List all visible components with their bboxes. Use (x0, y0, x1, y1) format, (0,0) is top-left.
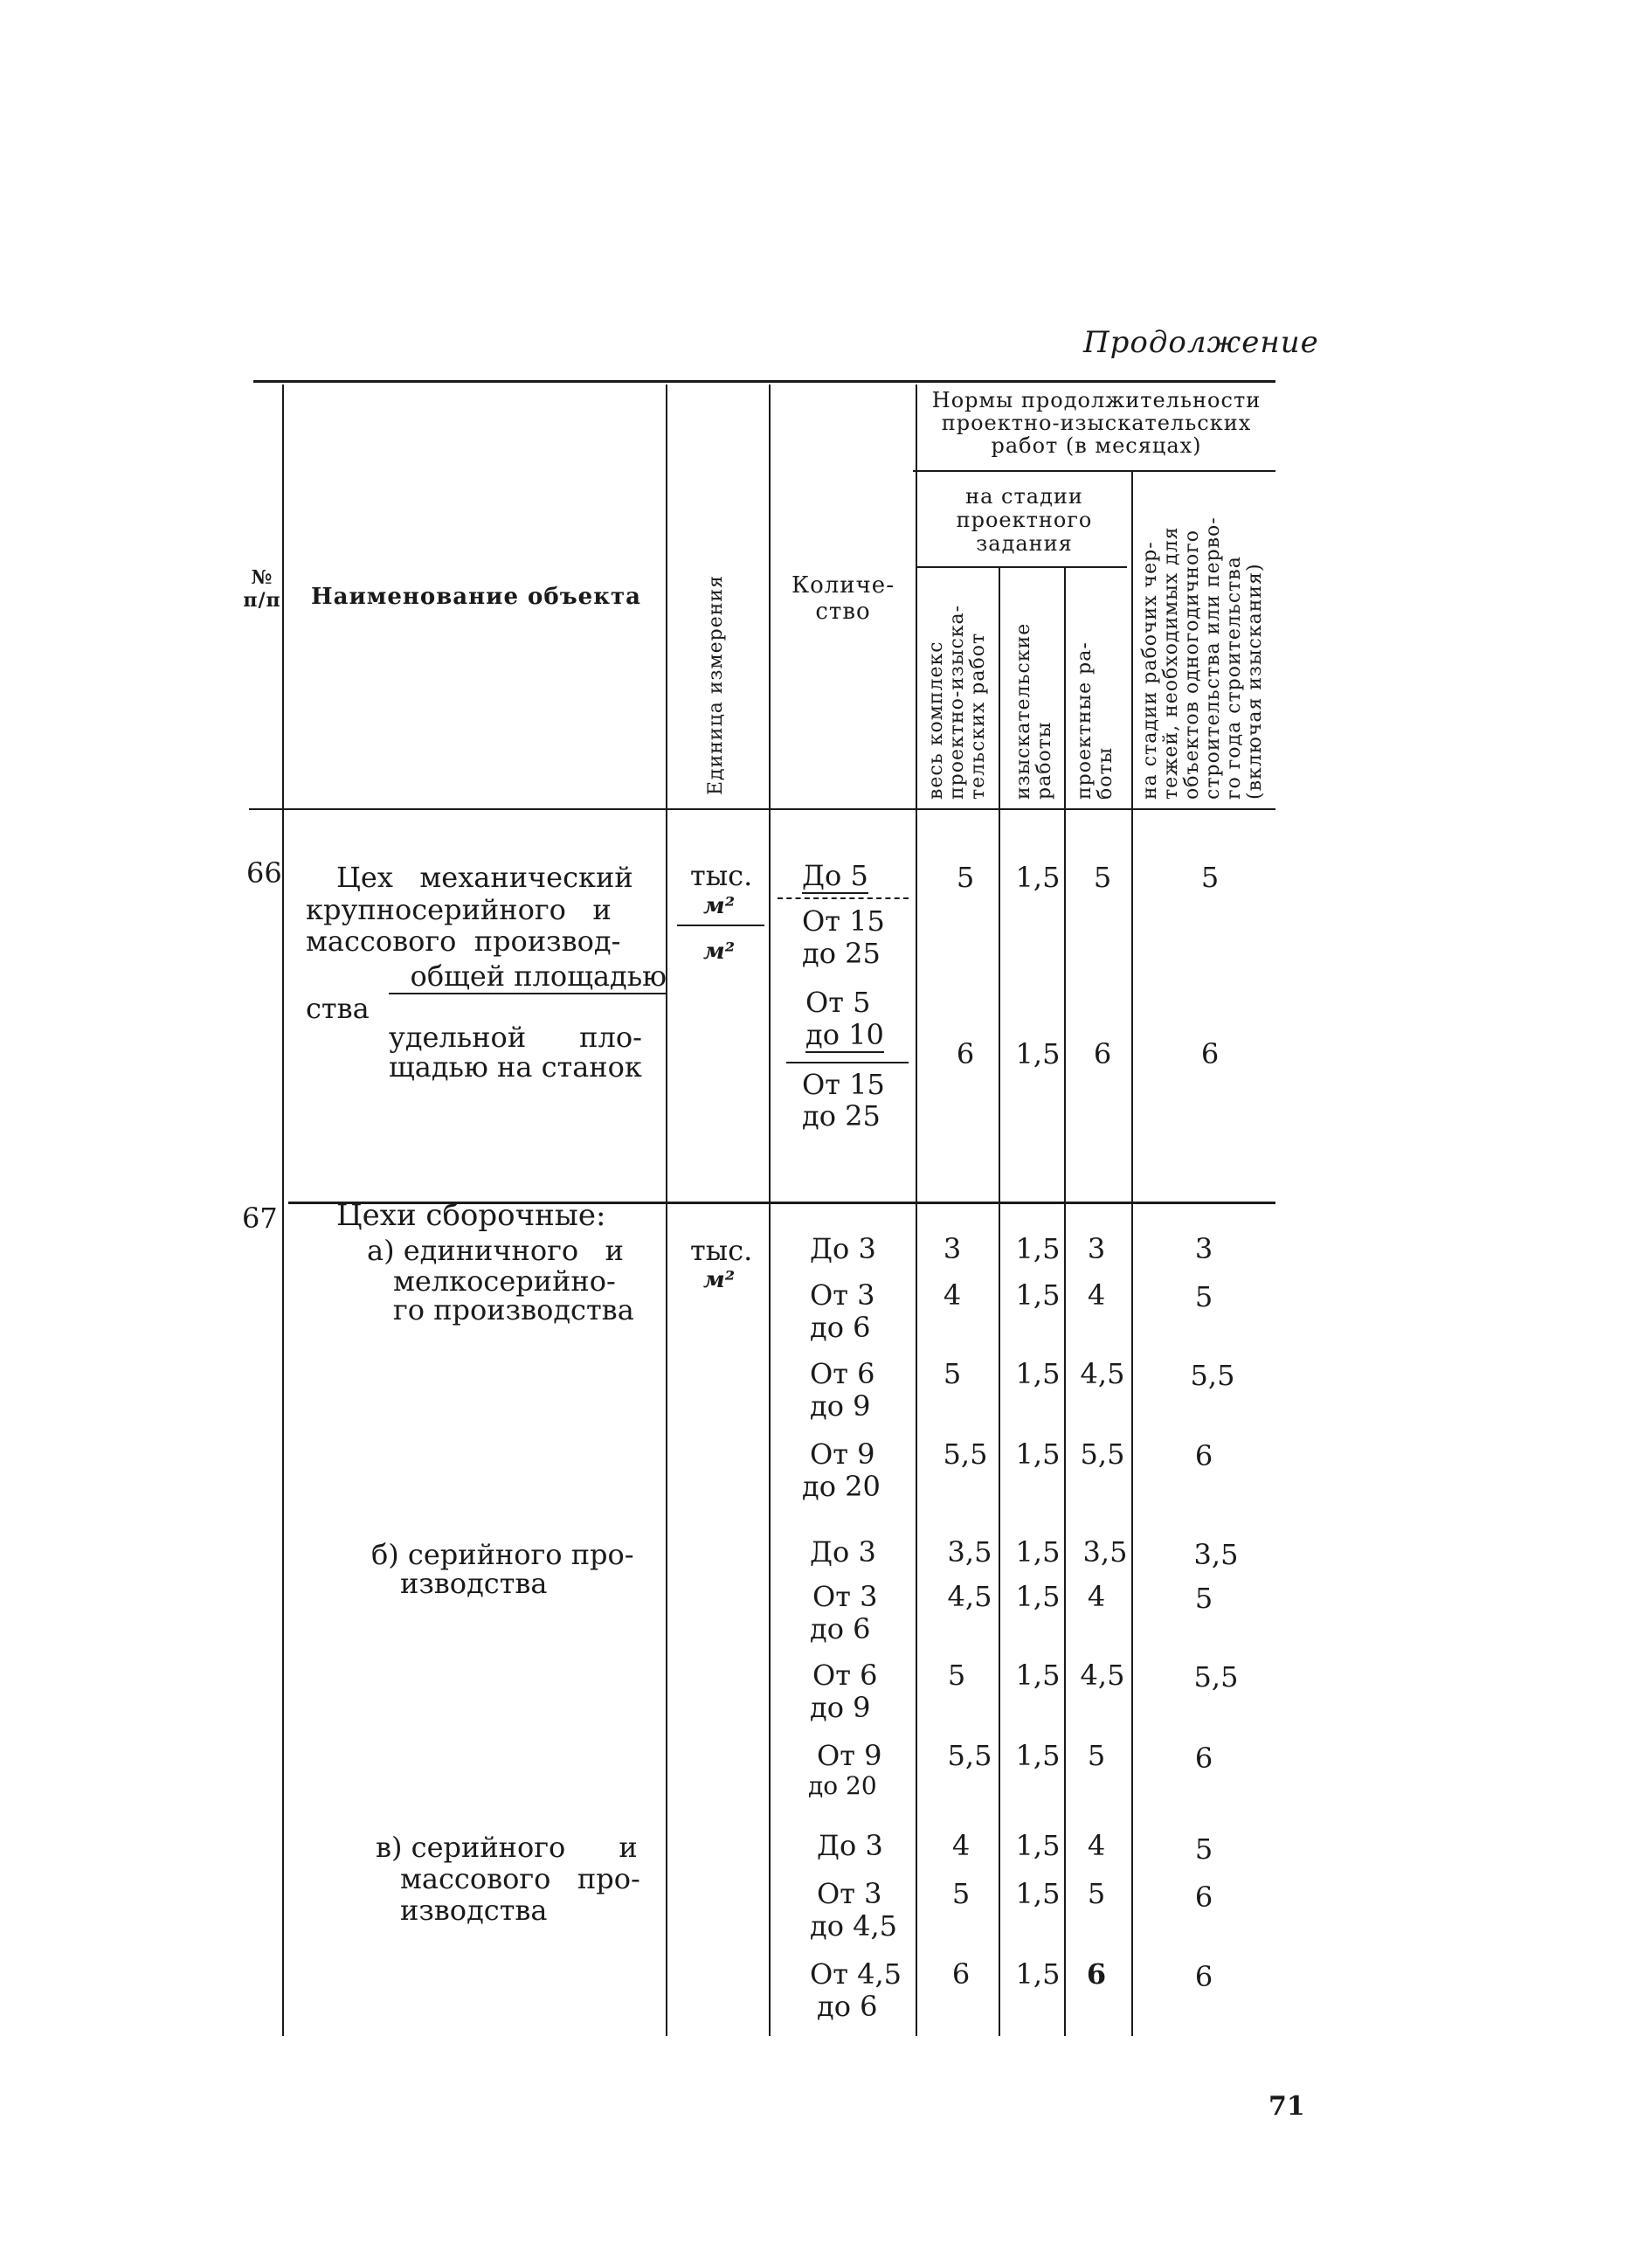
row67-a3-survey: 1,5 (1015, 1357, 1061, 1390)
row67-a1-total: 3 (943, 1232, 962, 1265)
row67-c1-working: 5 (1194, 1832, 1213, 1866)
row67-c1-survey: 1,5 (1015, 1829, 1061, 1862)
row67-b3-survey: 1,5 (1015, 1659, 1061, 1692)
row67-a2-working: 5 (1194, 1280, 1213, 1313)
stage-under-rule (917, 566, 1127, 568)
header-norms: Нормы продолжительности проектно-изыскательских работ (в месяцах) (931, 388, 1261, 458)
row67-c2-survey: 1,5 (1015, 1877, 1061, 1910)
row67-b3-qty: От 6 (812, 1659, 878, 1692)
header-bottom-rule (249, 808, 1275, 810)
row67-b4-qty2: до 20 (808, 1771, 877, 1800)
header-sub-design: проектные ра- боты (1074, 641, 1116, 800)
row67-a2-survey: 1,5 (1015, 1278, 1061, 1312)
row67-b-line2: изводства (400, 1567, 548, 1600)
row66-qty-rule-2 (786, 1062, 909, 1063)
row67-a1-survey: 1,5 (1015, 1232, 1061, 1265)
row67-c3-design: 6 (1086, 1957, 1107, 1991)
row66-qty-3a: От 5 (805, 986, 871, 1019)
row67-c3-working: 6 (1194, 1960, 1213, 1993)
row67-a-line2: мелкосерийно- (393, 1264, 616, 1298)
row67-b2-total: 4,5 (947, 1580, 992, 1613)
row67-unit-line2: м² (703, 1267, 736, 1293)
col-line-7 (1131, 472, 1133, 2036)
header-sub-total: весь комплекс проектно-изыска- тельских работ (925, 604, 989, 800)
row66-qty-4a: От 15 (802, 1068, 885, 1101)
header-working: на стадии рабочих чер- тежей, необходимых для объектов одногодичного строительства или перво- го года строительства (включая изыскания) (1139, 516, 1266, 800)
col-line-3 (769, 384, 771, 2036)
row67-b4-total: 5,5 (947, 1739, 992, 1772)
row67-b4-working: 6 (1194, 1742, 1213, 1775)
row67-b1-design: 3,5 (1082, 1535, 1128, 1569)
row66-v2-total: 6 (956, 1037, 975, 1070)
row67-a1-working: 3 (1194, 1232, 1213, 1265)
row67-c3-qty: От 4,5 (810, 1957, 902, 1991)
header-number: № п/п (243, 566, 281, 612)
row67-a4-working: 6 (1194, 1439, 1213, 1472)
row67-a4-design: 5,5 (1080, 1437, 1125, 1471)
row67-a3-qty: От 6 (810, 1357, 875, 1390)
row66-v1-design: 5 (1093, 861, 1112, 894)
row67-a4-qty: От 9 (810, 1437, 875, 1471)
row67-c2-qty2: до 4,5 (810, 1909, 898, 1943)
row66-name-frac-bot2: щадью на станок (389, 1050, 642, 1084)
row67-b3-working: 5,5 (1193, 1660, 1239, 1694)
row66-unit-top2: м² (703, 893, 736, 919)
row67-c2-total: 5 (951, 1877, 971, 1910)
row67-b1-qty: До 3 (810, 1535, 876, 1569)
row67-b4-qty: От 9 (817, 1739, 882, 1772)
header-name: Наименование объекта (311, 584, 641, 610)
row66-name-frac-bot1: удельной пло- (389, 1021, 642, 1054)
row67-a3-qty2: до 9 (810, 1389, 871, 1423)
row67-unit-line1: тыс. (690, 1234, 753, 1267)
col-line-6 (1064, 568, 1066, 2036)
row66-qty-rule-1 (778, 897, 909, 899)
row67-a2-qty: От 3 (810, 1278, 875, 1312)
row67-title: Цехи сборочные: (336, 1198, 606, 1233)
table-top-rule (253, 380, 1275, 383)
row67-c-line1: в) серийного и (376, 1831, 638, 1864)
col-line-4 (916, 384, 917, 2036)
row67-b2-design: 4 (1087, 1580, 1106, 1613)
col-line-2 (666, 384, 667, 2036)
row67-a2-qty2: до 6 (810, 1311, 871, 1344)
row67-c2-design: 5 (1087, 1877, 1106, 1910)
row67-b1-total: 3,5 (947, 1535, 992, 1569)
row66-name-line3: массового производ- (306, 925, 621, 958)
row67-c-line2: массового про- (400, 1862, 640, 1895)
header-quantity: Количе- ство (791, 572, 895, 625)
page-number: 71 (1268, 2091, 1305, 2122)
row67-b1-survey: 1,5 (1015, 1535, 1061, 1569)
row67-b3-total: 5 (947, 1659, 966, 1692)
row66-v1-survey: 1,5 (1015, 861, 1061, 894)
row67-a3-total: 5 (943, 1357, 962, 1390)
row66-v1-working: 5 (1200, 861, 1220, 894)
row67-b2-qty: От 3 (812, 1580, 878, 1613)
row67-c1-qty: До 3 (817, 1829, 883, 1862)
continuation-label: Продолжение (1083, 325, 1319, 360)
row66-name-frac-top: общей площадью (389, 959, 667, 994)
row67-b2-survey: 1,5 (1015, 1580, 1061, 1613)
row67-b4-design: 5 (1087, 1739, 1106, 1772)
header-unit: Единица измерения (705, 575, 727, 795)
row67-c-line3: изводства (400, 1894, 548, 1927)
header-sub-survey: изыскательские работы (1013, 622, 1055, 800)
row67-a4-qty2: до 20 (802, 1470, 881, 1503)
row67-a2-total: 4 (943, 1278, 962, 1312)
row67-b4-survey: 1,5 (1015, 1739, 1061, 1772)
row67-a3-working: 5,5 (1190, 1359, 1235, 1392)
row66-v2-working: 6 (1200, 1037, 1220, 1070)
row67-a1-design: 3 (1087, 1232, 1106, 1265)
row67-b1-working: 3,5 (1193, 1538, 1239, 1571)
row67-a-line1: а) единичного и (367, 1234, 624, 1267)
row67-c3-survey: 1,5 (1015, 1957, 1061, 1991)
row67-a3-design: 4,5 (1080, 1357, 1125, 1390)
row67-a2-design: 4 (1087, 1278, 1106, 1312)
row67-b-line1: б) серийного про- (371, 1538, 634, 1571)
row66-qty-3b: до 10 (805, 1018, 884, 1051)
row66-unit-rule (677, 925, 764, 926)
row66-name-prefix: ства (306, 992, 370, 1025)
row66-qty-4b: до 25 (802, 1099, 881, 1132)
row67-b3-qty2: до 9 (810, 1691, 871, 1724)
row66-unit-top: тыс. (690, 859, 753, 892)
row66-unit-bot: м² (703, 939, 736, 965)
row67-c2-working: 6 (1194, 1881, 1213, 1914)
row66-v2-survey: 1,5 (1015, 1037, 1061, 1070)
row67-c3-total: 6 (951, 1957, 971, 1991)
col-line-1 (282, 384, 284, 2036)
col-line-5 (999, 568, 1000, 2036)
row66-v2-design: 6 (1093, 1037, 1112, 1070)
row67-b3-design: 4,5 (1080, 1659, 1125, 1692)
row67-c2-qty: От 3 (817, 1877, 882, 1910)
row66-qty-2a: От 15 (802, 904, 885, 938)
norms-under-rule (913, 470, 1275, 472)
row67-b2-working: 5 (1194, 1582, 1213, 1615)
row67-c3-qty2: до 6 (817, 1990, 878, 2023)
row66-number: 66 (246, 856, 282, 890)
row66-qty-1: До 5 (802, 859, 868, 892)
row66-qty-2b: до 25 (802, 937, 881, 970)
row67-b2-qty2: до 6 (810, 1612, 871, 1645)
header-stage: на стадии проектного задания (956, 484, 1093, 556)
row67-c1-total: 4 (951, 1829, 971, 1862)
row67-a4-survey: 1,5 (1015, 1437, 1061, 1471)
row66-v1-total: 5 (956, 861, 975, 894)
row67-number: 67 (242, 1202, 278, 1235)
row66-name-line1: Цех механический (336, 861, 633, 894)
row67-c1-design: 4 (1087, 1829, 1106, 1862)
row67-a4-total: 5,5 (943, 1437, 988, 1471)
row67-a1-qty: До 3 (810, 1232, 876, 1265)
row66-name-line2: крупносерийного и (306, 893, 612, 926)
row67-a-line3: го производства (393, 1293, 634, 1326)
